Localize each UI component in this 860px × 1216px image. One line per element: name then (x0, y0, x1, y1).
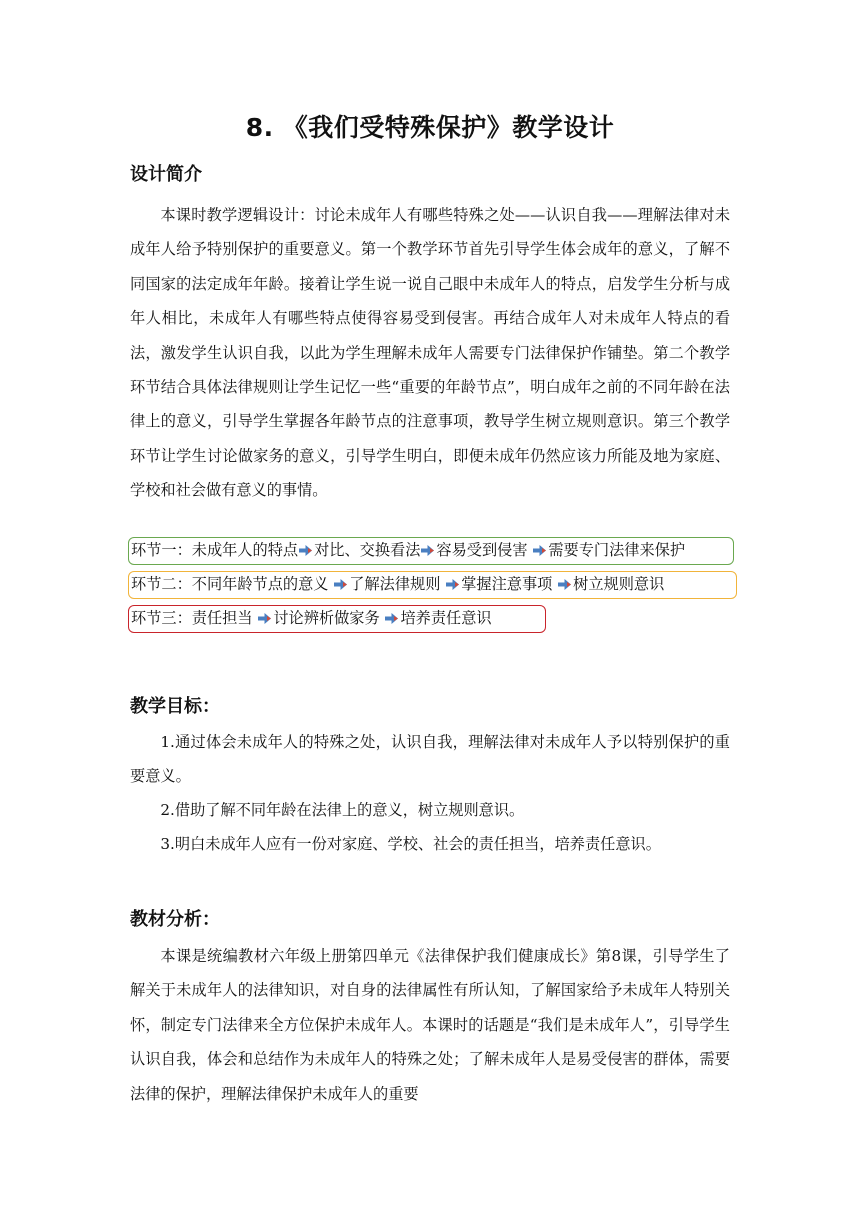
analysis-heading: 教材分析： (130, 909, 220, 930)
flow-2-label: 环节二：不同年龄节点的意义 (131, 575, 329, 593)
flow-1-step-2: 容易受到侵害 (436, 541, 528, 559)
arrow-right-icon (385, 613, 398, 624)
intro-heading: 设计简介 (130, 164, 202, 185)
document-title: 8. 《我们受特殊保护》教学设计 (245, 113, 615, 142)
objectives-heading: 教学目标： (130, 696, 220, 717)
flow-3-step-2: 培养责任意识 (400, 609, 492, 627)
objective-item-3: 3.明白未成年人应有一份对家庭、学校、社会的责任担当，培养责任意识。 (160, 835, 661, 853)
objective-item-1: 1.通过体会未成年人的特殊之处，认识自我，理解法律对未成年人予以特别保护的重要意义。 (130, 733, 730, 786)
flow-row-3 (128, 605, 546, 633)
objective-item-2: 2.借助了解不同年龄在法律上的意义，树立规则意识。 (160, 801, 525, 819)
flow-2-step-1: 了解法律规则 (349, 575, 441, 593)
flow-1-step-3: 需要专门法律来保护 (548, 541, 686, 559)
arrow-right-icon (299, 545, 312, 556)
flow-row-2 (128, 571, 737, 599)
flow-row-1 (128, 537, 734, 565)
arrow-right-icon (334, 579, 347, 590)
arrow-right-icon (421, 545, 434, 556)
flow-2-step-3: 树立规则意识 (573, 575, 665, 593)
flow-2-step-2: 掌握注意事项 (461, 575, 553, 593)
arrow-right-icon (258, 613, 271, 624)
analysis-paragraph: 本课是统编教材六年级上册第四单元《法律保护我们健康成长》第8课，引导学生了解关于未成年人的法律知识，对自身的法律属性有所认知，了解国家给予未成年人特别关怀，制定专门法律来全方位保护未成年人。本课时的话题是“我们是未成年人”，引导学生认识自我，体会和总结作为未成年人的特殊之处；了解未成年人是易受侵害的群体，需要法律的保护，理解法律保护未成年人的重要 (130, 947, 730, 1103)
intro-paragraph: 本课时教学逻辑设计：讨论未成年人有哪些特殊之处——认识自我——理解法律对未成年人给予特别保护的重要意义。第一个教学环节首先引导学生体会成年的意义，了解不同国家的法定成年年龄。接着让学生说一说自己眼中未成年人的特点，启发学生分析与成年人相比，未成年人有哪些特点使得容易受到侵害。再结合成年人对未成年人特点的看法，激发学生认识自我，以此为学生理解未成年人需要专门法律保护作铺垫。第二个教学环节结合具体法律规则让学生记忆一些“重要的年龄节点”，明白成年之前的不同年龄在法律上的意义，引导学生掌握各年龄节点的注意事项，教导学生树立规则意识。第三个教学环节让学生讨论做家务的意义，引导学生明白，即便未成年仍然应该力所能及地为家庭、学校和社会做有意义的事情。 (130, 206, 730, 500)
arrow-right-icon (533, 545, 546, 556)
arrow-right-icon (558, 579, 571, 590)
flow-3-label: 环节三：责任担当 (131, 609, 253, 627)
arrow-right-icon (446, 579, 459, 590)
flow-3-step-1: 讨论辨析做家务 (273, 609, 380, 627)
flow-1-label: 环节一：未成年人的特点 (131, 541, 299, 559)
flow-1-step-1: 对比、交换看法 (314, 541, 421, 559)
